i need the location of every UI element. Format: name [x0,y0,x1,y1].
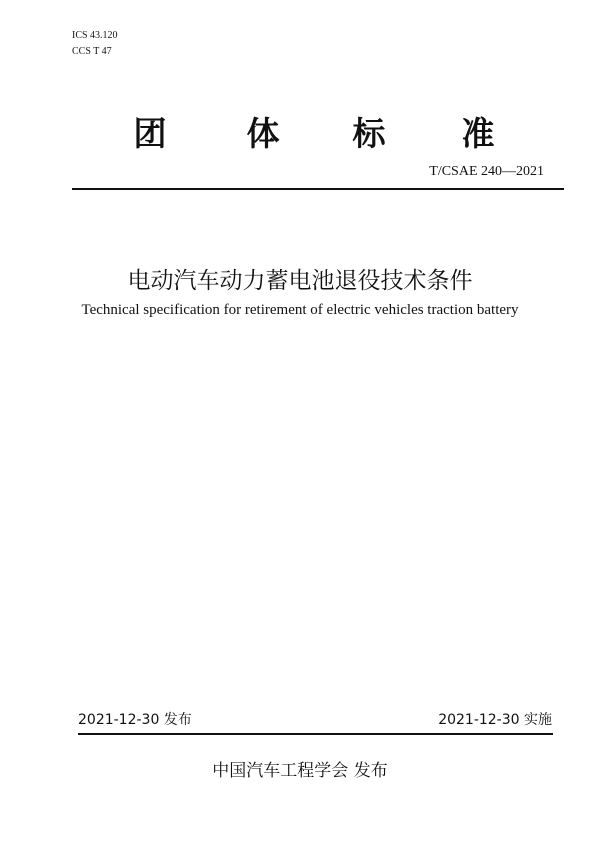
implement-date: 2021-12-30 实施 [438,712,552,728]
ics-code: ICS 43.120 [72,30,118,41]
divider [72,188,564,190]
title-cn: 电动汽车动力蓄电池退役技术条件 [127,268,473,294]
category-char: 体 [246,114,280,153]
divider [78,733,553,735]
ccs-code: CCS T 47 [72,46,112,57]
category-char: 团 [133,114,167,153]
issue-date: 2021-12-30 发布 [78,712,192,728]
category-char: 标 [352,114,386,153]
category-char: 准 [461,114,495,153]
standard-code: T/CSAE 240—2021 [429,164,544,179]
publisher: 中国汽车工程学会 发布 [212,761,388,781]
standard-category [0,108,600,153]
title-en: Technical specification for retirement of electric vehicles traction battery [81,302,519,318]
